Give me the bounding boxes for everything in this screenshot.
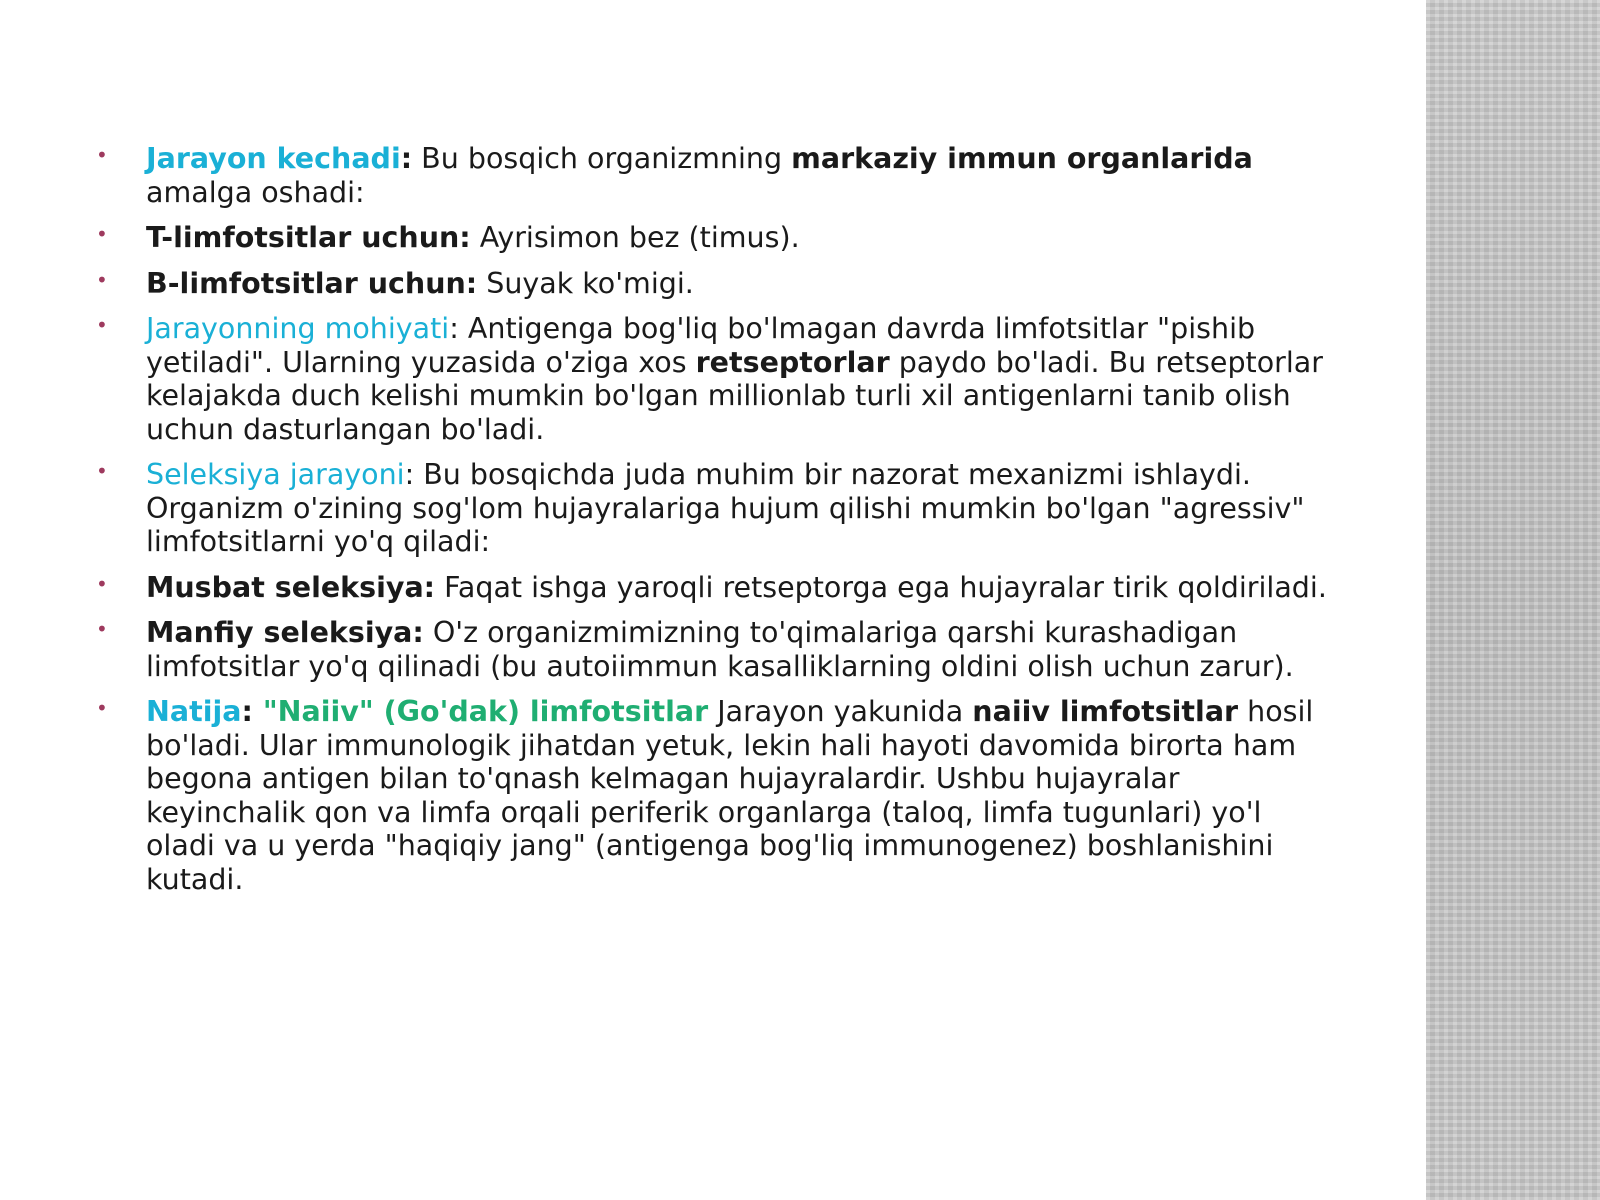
list-item-t-limfotsitlar — [96, 221, 1336, 255]
bullet-icon: • — [96, 617, 108, 641]
list-item-natija — [96, 695, 1336, 896]
term-naiiv-limfotsitlar: "Naiiv" (Go'dak) limfotsitlar — [262, 695, 709, 728]
item-text: : Antigenga bog'liq bo'lmagan davrda limfotsitlar "pishib yetiladi". Ularning yuzasida o'ziga xos — [146, 312, 1256, 379]
term-jarayonning-mohiyati: Jarayonning mohiyati — [146, 312, 450, 345]
bullet-icon: • — [96, 143, 108, 167]
item-bold-label: Musbat seleksiya: — [146, 570, 436, 604]
term-colon: : — [400, 142, 413, 175]
item-bold-label: Manfiy seleksiya: — [146, 616, 424, 649]
item-text: Bu bosqich organizmning — [412, 142, 792, 175]
bullet-list-container — [96, 142, 1336, 908]
list-item-b-limfotsitlar — [96, 267, 1336, 301]
list-item-musbat-seleksiya — [96, 571, 1336, 605]
list-item-jarayonning-mohiyati — [96, 312, 1336, 446]
bullet-icon: • — [96, 313, 108, 337]
item-bold-label: B-limfotsitlar uchun: — [146, 266, 478, 300]
bullet-icon: • — [96, 571, 108, 596]
item-text: hosil bo'ladi. Ular immunologik jihatdan yetuk, lekin hali hayoti davomida birorta ham begona antigen bilan to'qnash kelmagan hujayralardir. Ushbu hujayralar keyinchalik qon va limfa orqali periferik organlarga (taloq, limfa tugunlari) yo'l oladi va u yerda "haqiqiy jang" (antigenga bog'liq immunogenez) boshlanishini kutadi. — [146, 695, 1314, 896]
list-item-seleksiya-jarayoni — [96, 458, 1336, 559]
list-item-jarayon-kechadi — [96, 142, 1336, 209]
bullet-icon: • — [96, 222, 108, 246]
item-text: amalga oshadi: — [146, 175, 365, 209]
bullet-icon: • — [96, 459, 108, 483]
bullet-list — [96, 142, 1336, 896]
decorative-side-panel — [1426, 0, 1600, 1200]
term-jarayon-kechadi: Jarayon kechadi — [146, 142, 401, 175]
bullet-icon: • — [96, 696, 108, 720]
list-item-manfiy-seleksiya — [96, 616, 1336, 683]
term-colon: : — [241, 695, 263, 728]
item-text: : Bu bosqichda juda muhim bir nazorat mexanizmi ishlaydi. Organizm o'zining sog'lom hujayralariga hujum qilishi mumkin bo'lgan "agressiv" limfotsitlarni yo'q qiladi: — [146, 458, 1305, 558]
item-text: paydo bo'ladi. Bu retseptorlar kelajakda duch kelishi mumkin bo'lgan millionlab turli xil antigenlarni tanib olish uchun dasturlangan bo'ladi. — [146, 345, 1323, 446]
item-text: Ayrisimon bez (timus). — [470, 221, 800, 254]
term-natija: Natija — [146, 695, 242, 728]
term-seleksiya-jarayoni: Seleksiya jarayoni — [146, 458, 405, 491]
item-bold-text: retseptorlar — [695, 345, 890, 379]
item-text: Jarayon yakunida — [708, 695, 973, 728]
bullet-icon: • — [96, 267, 108, 292]
item-text: Suyak ko'migi. — [477, 266, 694, 300]
item-bold-text: naiiv limfotsitlar — [972, 695, 1239, 728]
item-bold-text: markaziy immun organlarida — [791, 142, 1253, 175]
item-text: O'z organizmimizning to'qimalariga qarshi kurashadigan limfotsitlar yo'q qilinadi (bu autoiimmun kasalliklarning oldini olish uchun zarur). — [146, 616, 1294, 683]
item-bold-label: T-limfotsitlar uchun: — [146, 221, 471, 254]
item-text: Faqat ishga yaroqli retseptorga ega hujayralar tirik qoldiriladi. — [435, 570, 1327, 604]
